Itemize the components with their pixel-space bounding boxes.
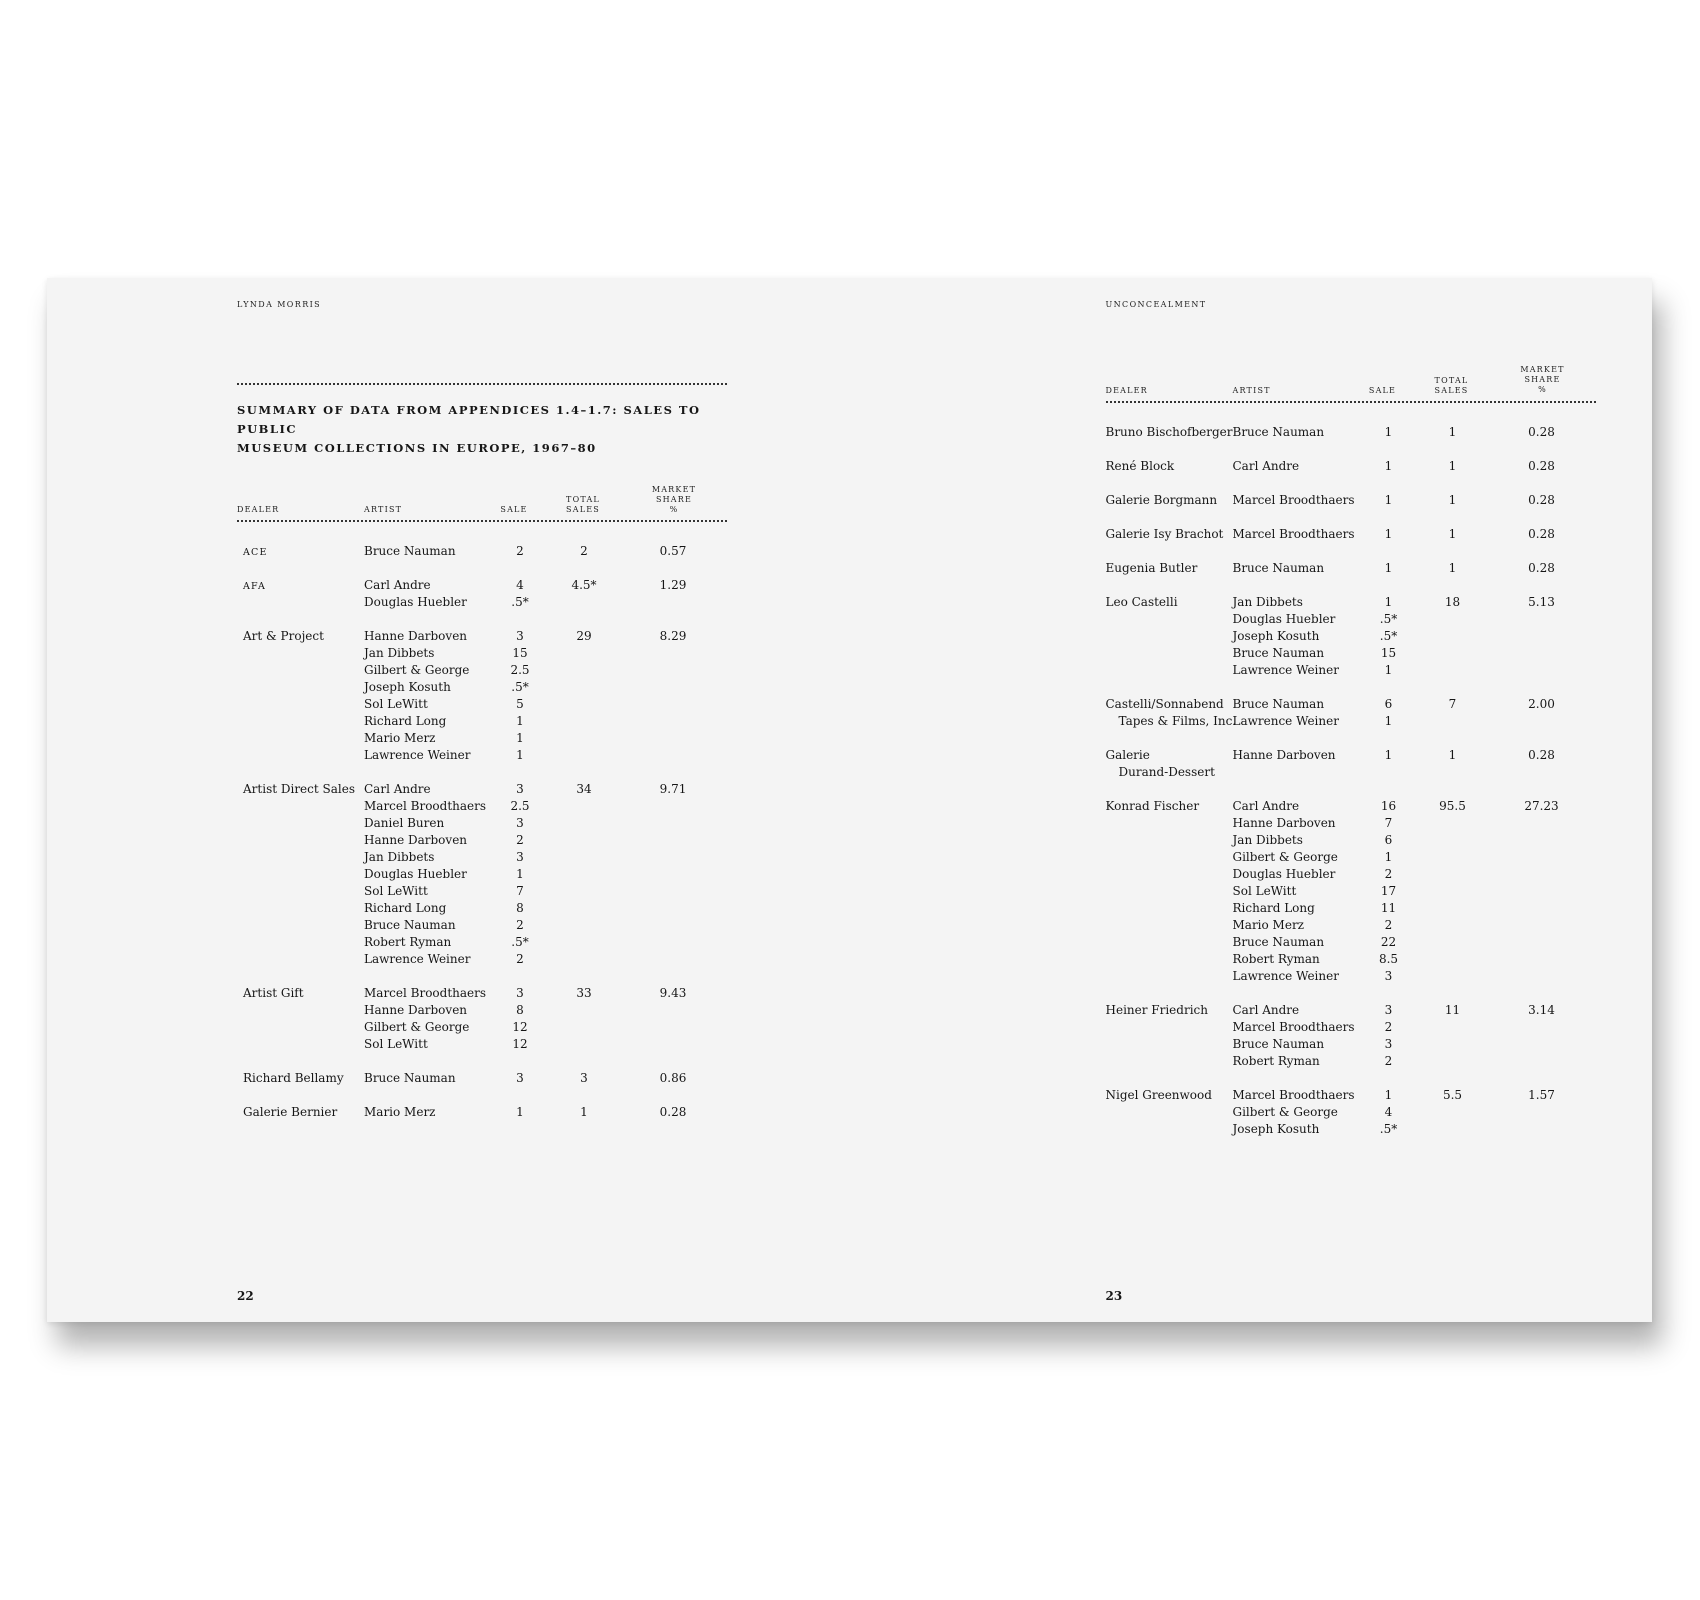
artist-name: Joseph Kosuth — [1232, 1122, 1320, 1136]
sale-value: 6 — [1384, 697, 1393, 711]
artist-name: Carl Andre — [1232, 459, 1300, 473]
header-text: SHARE — [1524, 375, 1561, 384]
dealer-name: Artist Direct Sales — [243, 782, 355, 796]
table-row — [243, 883, 723, 900]
table-row — [243, 815, 723, 832]
artist-name: Daniel Buren — [364, 816, 445, 830]
table-row — [1106, 1019, 1596, 1036]
artist-name: Marcel Broodthaers — [1232, 1088, 1355, 1102]
dealer-name: Galerie — [1105, 748, 1150, 762]
total-sales-value: 95.5 — [1439, 799, 1466, 813]
table-row — [1106, 1002, 1596, 1019]
title-rule — [237, 383, 727, 385]
market-share-value: 0.28 — [1528, 459, 1555, 473]
market-share-value: 9.71 — [659, 782, 687, 796]
table-row — [1106, 492, 1596, 509]
artist-name: Bruce Nauman — [364, 918, 456, 932]
artist-name: Hanne Darboven — [364, 833, 468, 847]
market-share-value: 8.29 — [659, 629, 687, 643]
table-row — [243, 645, 723, 662]
artist-name: Lawrence Weiner — [364, 952, 471, 966]
artist-name: Douglas Huebler — [364, 595, 467, 609]
dealer-group — [1106, 492, 1596, 509]
header-text: SALES — [566, 505, 600, 514]
total-sales-value: 1 — [580, 1105, 588, 1119]
artist-name: Richard Long — [1232, 901, 1315, 915]
total-sales-value: 7 — [1448, 697, 1457, 711]
header-dealer: DEALER — [237, 505, 280, 514]
artist-name: Mario Merz — [364, 1105, 436, 1119]
artist-name: Robert Ryman — [364, 935, 452, 949]
table-row — [243, 849, 723, 866]
sale-value: 2 — [516, 918, 524, 932]
header-sale: SALE — [500, 505, 528, 514]
dealer-name: AFA — [243, 581, 267, 592]
artist-name: Lawrence Weiner — [1232, 714, 1339, 728]
market-share-value: 0.28 — [1528, 527, 1555, 541]
table-row — [1106, 764, 1596, 781]
market-share-value: 27.23 — [1524, 799, 1559, 813]
table-row — [1106, 934, 1596, 951]
market-share-value: 2.00 — [1528, 697, 1555, 711]
artist-name: Jan Dibbets — [364, 850, 435, 864]
table-row — [1106, 662, 1596, 679]
sale-value: 2 — [1384, 867, 1393, 881]
header-text: MARKET — [1520, 365, 1565, 374]
market-share-value: 0.28 — [1528, 493, 1555, 507]
table-row — [243, 832, 723, 849]
table-row — [1106, 628, 1596, 645]
header-text: % — [669, 505, 679, 514]
dealer-name: Tapes & Films, Inc. — [1118, 714, 1237, 728]
page-number: 22 — [237, 1289, 254, 1303]
header-dealer: DEALER — [1105, 386, 1148, 395]
sale-value: 1 — [516, 867, 524, 881]
dealer-group — [243, 628, 723, 764]
sale-value: 1 — [1384, 493, 1393, 507]
dealer-group — [1106, 798, 1596, 985]
dealer-group — [243, 577, 723, 611]
dealer-group — [1106, 424, 1596, 441]
artist-name: Mario Merz — [364, 731, 436, 745]
header-text: TOTAL — [1434, 376, 1469, 385]
total-sales-value: 1 — [1448, 561, 1457, 575]
page-number: 23 — [1105, 1289, 1123, 1303]
market-share-value: 5.13 — [1528, 595, 1555, 609]
artist-name: Carl Andre — [1232, 1003, 1300, 1017]
dealer-group — [243, 1104, 723, 1121]
table-row — [1106, 1053, 1596, 1070]
table-row — [1106, 645, 1596, 662]
total-sales-value: 34 — [576, 782, 592, 796]
dealer-name: Galerie Isy Brachot — [1105, 527, 1224, 541]
artist-name: Hanne Darboven — [364, 1003, 468, 1017]
artist-name: Gilbert & George — [364, 663, 470, 677]
dealer-group — [1106, 696, 1596, 730]
sale-value: 1 — [516, 748, 524, 762]
table-row — [1106, 968, 1596, 985]
artist-name: Bruce Nauman — [1232, 935, 1325, 949]
sale-value: 7 — [516, 884, 524, 898]
sale-value: 2 — [1384, 1054, 1393, 1068]
artist-name: Marcel Broodthaers — [364, 799, 487, 813]
sale-value: 11 — [1380, 901, 1397, 915]
dealer-group — [1106, 560, 1596, 577]
dealer-group — [1106, 458, 1596, 475]
dealer-name: Heiner Friedrich — [1105, 1003, 1208, 1017]
sale-value: 3 — [516, 816, 524, 830]
header-rule — [237, 520, 727, 522]
table-row — [243, 543, 723, 560]
table-row — [243, 713, 723, 730]
table-row — [243, 781, 723, 798]
sale-value: .5* — [511, 935, 529, 949]
table-row — [243, 679, 723, 696]
dealer-group — [1106, 1087, 1596, 1138]
right-page — [850, 278, 1653, 1322]
left-page — [47, 278, 850, 1322]
dealer-group — [243, 781, 723, 968]
sale-value: 1 — [1384, 850, 1393, 864]
total-sales-value: 33 — [576, 986, 592, 1000]
table-row — [1106, 951, 1596, 968]
sale-value: 16 — [1380, 799, 1397, 813]
table-row — [1106, 696, 1596, 713]
artist-name: Gilbert & George — [1232, 1105, 1338, 1119]
sale-value: 8.5 — [1378, 952, 1399, 966]
sale-value: 1 — [1384, 561, 1393, 575]
total-sales-value: 1 — [1448, 493, 1457, 507]
total-sales-value: 1 — [1448, 527, 1457, 541]
table-row — [1106, 560, 1596, 577]
dealer-name: René Block — [1105, 459, 1175, 473]
artist-name: Jan Dibbets — [1232, 595, 1303, 609]
table-row — [1106, 594, 1596, 611]
dealer-name: Bruno Bischofberger — [1105, 425, 1233, 439]
dealer-name: Art & Project — [243, 629, 324, 643]
header-text: MARKET — [651, 485, 697, 494]
dealer-group — [1106, 1002, 1596, 1070]
artist-name: Lawrence Weiner — [1232, 663, 1339, 677]
table-row — [243, 577, 723, 594]
sales-table — [243, 543, 723, 1138]
table-row — [1106, 1087, 1596, 1104]
sale-value: 4 — [1384, 1105, 1393, 1119]
table-row — [1106, 815, 1596, 832]
table-title-line: SUMMARY OF DATA FROM APPENDICES 1.4–1.7: SALES TO PUBLIC — [237, 403, 701, 436]
header-market-share — [1513, 365, 1573, 395]
table-title — [237, 401, 737, 458]
header-total-sales — [1427, 376, 1477, 396]
artist-name: Bruce Nauman — [1232, 425, 1325, 439]
artist-name: Mario Merz — [1232, 918, 1305, 932]
table-row — [243, 730, 723, 747]
market-share-value: 0.57 — [659, 544, 687, 558]
dealer-group — [243, 1070, 723, 1087]
sale-value: 2 — [516, 544, 524, 558]
total-sales-value: 5.5 — [1442, 1088, 1463, 1102]
sale-value: .5* — [511, 680, 529, 694]
dealer-name: Nigel Greenwood — [1105, 1088, 1212, 1102]
sale-value: 1 — [1384, 748, 1393, 762]
dealer-group — [1106, 526, 1596, 543]
table-title-line: MUSEUM COLLECTIONS IN EUROPE, 1967–80 — [237, 441, 597, 455]
dealer-name: Castelli/Sonnabend — [1105, 697, 1224, 711]
table-row — [243, 696, 723, 713]
dealer-group — [243, 543, 723, 560]
sale-value: 3 — [516, 629, 524, 643]
artist-name: Sol LeWitt — [364, 697, 428, 711]
dealer-name: ACE — [243, 547, 268, 558]
sale-value: 1 — [1384, 714, 1393, 728]
dealer-name: Richard Bellamy — [243, 1071, 344, 1085]
sale-value: 17 — [1380, 884, 1397, 898]
artist-name: Marcel Broodthaers — [364, 986, 487, 1000]
table-row — [243, 594, 723, 611]
market-share-value: 9.43 — [659, 986, 687, 1000]
header-total-sales — [558, 495, 608, 515]
header-text: SALES — [1434, 386, 1469, 395]
dealer-group — [243, 985, 723, 1053]
artist-name: Carl Andre — [364, 782, 431, 796]
market-share-value: 3.14 — [1528, 1003, 1555, 1017]
market-share-value: 0.28 — [1528, 748, 1555, 762]
artist-name: Douglas Huebler — [1232, 867, 1336, 881]
table-row — [1106, 798, 1596, 815]
table-row — [243, 1002, 723, 1019]
market-share-value: 0.28 — [1528, 425, 1555, 439]
header-market-share — [644, 485, 704, 515]
artist-name: Carl Andre — [364, 578, 431, 592]
table-row — [1106, 832, 1596, 849]
sale-value: 2.5 — [510, 799, 530, 813]
sale-value: 2 — [516, 833, 524, 847]
sale-value: 2.5 — [510, 663, 530, 677]
dealer-name: Eugenia Butler — [1105, 561, 1198, 575]
sale-value: 2 — [1384, 918, 1393, 932]
table-row — [243, 951, 723, 968]
market-share-value: 0.86 — [659, 1071, 687, 1085]
sale-value: .5* — [511, 595, 529, 609]
artist-name: Carl Andre — [1232, 799, 1300, 813]
header-artist: ARTIST — [1232, 386, 1271, 395]
dealer-name: Konrad Fischer — [1105, 799, 1200, 813]
artist-name: Bruce Nauman — [364, 544, 456, 558]
book-spread — [47, 278, 1652, 1322]
sale-value: 1 — [1384, 459, 1393, 473]
artist-name: Gilbert & George — [364, 1020, 470, 1034]
total-sales-value: 1 — [1448, 425, 1457, 439]
sale-value: 5 — [516, 697, 524, 711]
sale-value: .5* — [1379, 1122, 1398, 1136]
table-row — [243, 1104, 723, 1121]
sale-value: 1 — [1384, 527, 1393, 541]
sale-value: .5* — [1379, 612, 1398, 626]
sale-value: 1 — [1384, 595, 1393, 609]
total-sales-value: 3 — [580, 1071, 588, 1085]
header-text: % — [1538, 385, 1547, 394]
table-row — [1106, 883, 1596, 900]
table-row — [1106, 866, 1596, 883]
market-share-value: 0.28 — [1528, 561, 1555, 575]
table-row — [1106, 747, 1596, 764]
table-row — [1106, 611, 1596, 628]
sales-table — [1106, 424, 1596, 1155]
artist-name: Hanne Darboven — [364, 629, 468, 643]
dealer-group — [1106, 594, 1596, 679]
sale-value: 8 — [516, 901, 524, 915]
table-row — [243, 934, 723, 951]
dealer-name: Galerie Borgmann — [1105, 493, 1218, 507]
table-row — [1106, 900, 1596, 917]
sale-value: 3 — [1384, 1037, 1393, 1051]
table-row — [243, 662, 723, 679]
table-row — [243, 1036, 723, 1053]
sale-value: 1 — [1384, 425, 1393, 439]
sale-value: 1 — [516, 714, 524, 728]
sale-value: 12 — [512, 1020, 528, 1034]
artist-name: Jan Dibbets — [364, 646, 435, 660]
total-sales-value: 11 — [1444, 1003, 1461, 1017]
sale-value: 12 — [512, 1037, 528, 1051]
running-head: LYNDA MORRIS — [237, 300, 322, 309]
header-rule — [1106, 401, 1596, 403]
table-row — [1106, 1036, 1596, 1053]
total-sales-value: 1 — [1448, 459, 1457, 473]
dealer-name: Durand-Dessert — [1118, 765, 1215, 779]
table-row — [1106, 1121, 1596, 1138]
artist-name: Joseph Kosuth — [1232, 629, 1320, 643]
dealer-name: Leo Castelli — [1105, 595, 1178, 609]
table-row — [243, 628, 723, 645]
table-row — [1106, 849, 1596, 866]
sale-value: 7 — [1384, 816, 1393, 830]
artist-name: Sol LeWitt — [364, 884, 428, 898]
total-sales-value: 18 — [1444, 595, 1461, 609]
dealer-name: Artist Gift — [243, 986, 304, 1000]
sale-value: 2 — [516, 952, 524, 966]
sale-value: 1 — [1384, 1088, 1393, 1102]
table-row — [1106, 1104, 1596, 1121]
artist-name: Robert Ryman — [1232, 1054, 1320, 1068]
sale-value: 3 — [516, 782, 524, 796]
sale-value: 15 — [1380, 646, 1397, 660]
table-row — [243, 747, 723, 764]
sale-value: 1 — [516, 1105, 524, 1119]
market-share-value: 1.57 — [1528, 1088, 1555, 1102]
sale-value: 3 — [1384, 969, 1393, 983]
table-row — [243, 798, 723, 815]
table-row — [1106, 526, 1596, 543]
artist-name: Sol LeWitt — [364, 1037, 428, 1051]
table-row — [243, 917, 723, 934]
table-row — [1106, 917, 1596, 934]
total-sales-value: 29 — [576, 629, 592, 643]
artist-name: Joseph Kosuth — [364, 680, 451, 694]
artist-name: Marcel Broodthaers — [1232, 1020, 1355, 1034]
sale-value: 8 — [516, 1003, 524, 1017]
artist-name: Hanne Darboven — [1232, 748, 1336, 762]
artist-name: Douglas Huebler — [364, 867, 467, 881]
sale-value: 3 — [516, 1071, 524, 1085]
table-row — [1106, 458, 1596, 475]
dealer-name: Galerie Bernier — [243, 1105, 338, 1119]
artist-name: Lawrence Weiner — [1232, 969, 1339, 983]
artist-name: Marcel Broodthaers — [1232, 493, 1355, 507]
artist-name: Jan Dibbets — [1232, 833, 1303, 847]
table-row — [243, 900, 723, 917]
artist-name: Robert Ryman — [1232, 952, 1320, 966]
sale-value: 1 — [516, 731, 524, 745]
header-artist: ARTIST — [364, 505, 403, 514]
artist-name: Richard Long — [364, 901, 447, 915]
artist-name: Lawrence Weiner — [364, 748, 471, 762]
total-sales-value: 1 — [1448, 748, 1457, 762]
sale-value: 1 — [1384, 663, 1393, 677]
market-share-value: 1.29 — [659, 578, 687, 592]
total-sales-value: 4.5* — [571, 578, 597, 592]
sale-value: 3 — [516, 986, 524, 1000]
artist-name: Sol LeWitt — [1232, 884, 1297, 898]
sale-value: 3 — [1384, 1003, 1393, 1017]
artist-name: Douglas Huebler — [1232, 612, 1336, 626]
sale-value: 6 — [1384, 833, 1393, 847]
table-row — [1106, 424, 1596, 441]
artist-name: Marcel Broodthaers — [1232, 527, 1355, 541]
sale-value: 3 — [516, 850, 524, 864]
table-row — [243, 1070, 723, 1087]
header-text: SHARE — [655, 495, 693, 504]
table-row — [243, 1019, 723, 1036]
running-head: UNCONCEALMENT — [1105, 300, 1207, 309]
sale-value: 4 — [516, 578, 524, 592]
header-text: TOTAL — [566, 495, 600, 504]
market-share-value: 0.28 — [659, 1105, 687, 1119]
total-sales-value: 2 — [580, 544, 588, 558]
artist-name: Bruce Nauman — [1232, 646, 1325, 660]
artist-name: Gilbert & George — [1232, 850, 1338, 864]
artist-name: Bruce Nauman — [1232, 561, 1325, 575]
table-row — [243, 985, 723, 1002]
table-row — [243, 866, 723, 883]
header-sale: SALE — [1368, 386, 1397, 395]
table-row — [1106, 713, 1596, 730]
sale-value: 15 — [512, 646, 528, 660]
dealer-group — [1106, 747, 1596, 781]
artist-name: Richard Long — [364, 714, 447, 728]
artist-name: Bruce Nauman — [1232, 697, 1325, 711]
artist-name: Bruce Nauman — [364, 1071, 456, 1085]
sale-value: .5* — [1379, 629, 1398, 643]
artist-name: Hanne Darboven — [1232, 816, 1336, 830]
sale-value: 2 — [1384, 1020, 1393, 1034]
artist-name: Bruce Nauman — [1232, 1037, 1325, 1051]
sale-value: 22 — [1380, 935, 1397, 949]
